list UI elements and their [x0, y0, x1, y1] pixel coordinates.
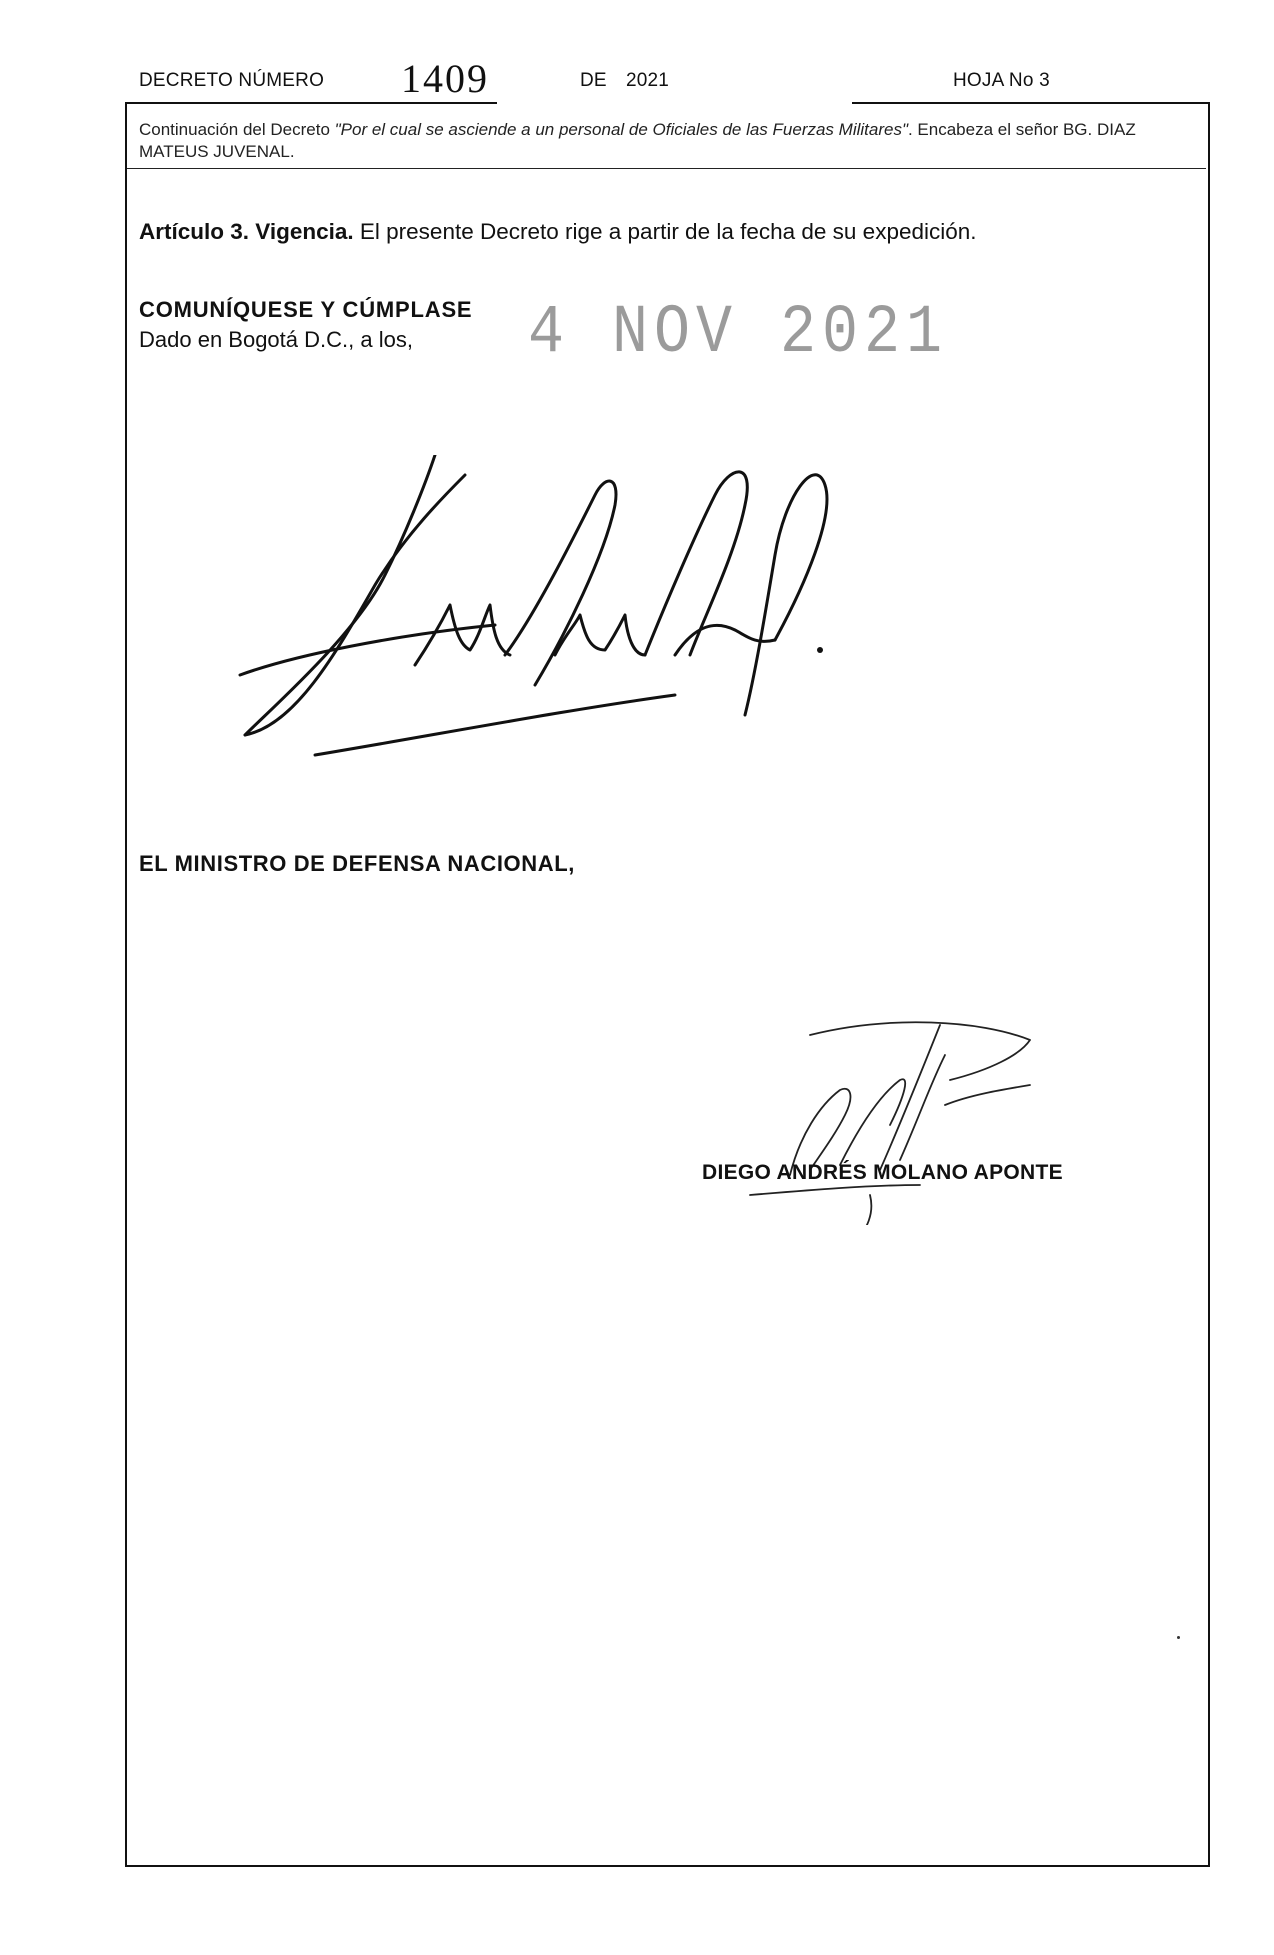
decree-number-label: DECRETO NÚMERO: [139, 70, 325, 91]
decree-de-label: DE: [580, 70, 607, 91]
minister-signature: [690, 995, 1070, 1225]
continuation-suffix: . Encabeza el señor BG. DIAZ MATEUS JUVENAL.: [139, 120, 1136, 161]
decree-number: 1409: [401, 56, 489, 101]
date-stamp: 4 NOV 2021: [528, 294, 949, 374]
article-heading: Artículo 3. Vigencia.: [139, 219, 354, 244]
article-text: El presente Decreto rige a partir de la fecha de su expedición.: [353, 219, 977, 244]
minister-name: DIEGO ANDRÉS MOLANO APONTE: [702, 1161, 1063, 1184]
decree-title: "Por el cual se asciende a un personal de Oficiales de las Fuerzas Militares": [334, 120, 908, 139]
page-number: HOJA No 3: [953, 70, 1050, 91]
president-signature: [235, 455, 835, 775]
scan-speck: [1177, 1636, 1180, 1639]
closing-formula: COMUNÍQUESE Y CÚMPLASE: [139, 297, 473, 322]
place-and-date-line: Dado en Bogotá D.C., a los,: [139, 327, 413, 352]
article-3: [139, 219, 977, 245]
continuation-text: [139, 119, 1179, 163]
decree-year: 2021: [626, 70, 670, 91]
minister-title: EL MINISTRO DE DEFENSA NACIONAL,: [139, 851, 575, 876]
section-divider: [127, 168, 1206, 169]
continuation-prefix: Continuación del Decreto: [139, 120, 335, 139]
